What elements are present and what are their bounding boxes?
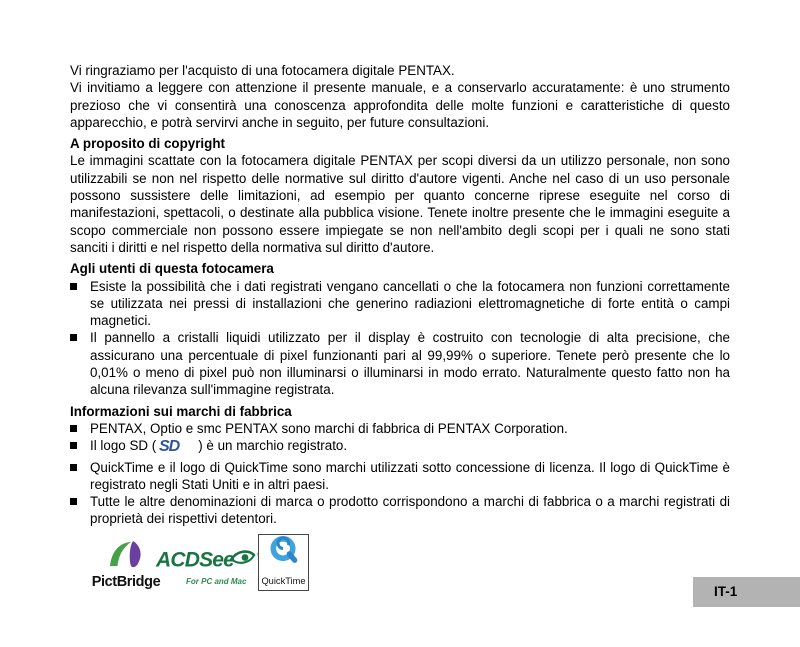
square-bullet-icon <box>70 493 90 528</box>
intro-section <box>70 62 730 131</box>
svg-text:SD: SD <box>159 438 180 455</box>
bullet-text: Esiste la possibilità che i dati registrati vengano cancellati o che la fotocamera non funzioni correttamente se utilizzata nei pressi di installazioni che generino radiazioni elettromagnetiche di forte entità o campi magnetici. <box>90 278 730 329</box>
acdsee-wordmark <box>156 548 256 572</box>
square-bullet-icon <box>70 420 90 437</box>
list-item <box>70 459 730 494</box>
bullet-text: QuickTime e il logo di QuickTime sono marchi utilizzati sotto concessione di licenza. Il logo di QuickTime è registrato negli Stati Uniti e in altri paesi. <box>90 459 730 492</box>
acdsee-label: ACDSee <box>156 548 235 572</box>
pictbridge-mark-icon <box>103 557 149 572</box>
acdsee-eye-icon <box>230 556 256 571</box>
trademarks-heading: Informazioni sui marchi di fabbrica <box>70 403 292 419</box>
sd-card-logo-icon <box>158 437 196 458</box>
square-bullet-icon <box>70 437 90 458</box>
list-item <box>70 329 730 398</box>
copyright-paragraph: Le immagini scattate con la fotocamera digitale PENTAX per scopi diversi da un utilizzo personale, non sono utilizzabili se non nel rispetto delle normative sul diritto d'autore vigenti. Anche nel caso di un uso personale possono sussistere delle limitazioni, ad esempio per quanto concerne riprese eseguite nel corso di manifestazioni, spettacoli, o destinate alla pubblica visione. Tenete inoltre presente che le immagini eseguite a scopo commerciale non possono essere impiegate se non nell'ambito degli scopi per i quali ne sono stati sanciti i diritti e nel rispetto della normativa sul diritto d'autore. <box>70 153 730 255</box>
bullet-text <box>90 437 730 458</box>
sd-bullet-text-before: Il logo SD ( <box>90 438 157 454</box>
square-bullet-icon <box>70 329 90 398</box>
square-bullet-icon <box>70 278 90 330</box>
list-item <box>70 278 730 330</box>
list-item <box>70 420 730 437</box>
acdsee-logo <box>156 548 256 591</box>
quicktime-logo <box>258 534 309 591</box>
list-item <box>70 493 730 528</box>
square-bullet-icon <box>70 459 90 494</box>
camera-users-heading: Agli utenti di questa fotocamera <box>70 261 274 277</box>
page-number: IT-1 <box>714 584 738 599</box>
page-content <box>70 62 730 596</box>
pictbridge-label: PictBridge <box>91 574 161 591</box>
page-number-badge <box>693 577 800 607</box>
quicktime-label: QuickTime <box>261 575 306 586</box>
acdsee-tagline: For PC and Mac <box>186 577 247 587</box>
copyright-heading: A proposito di copyright <box>70 136 225 152</box>
list-item <box>70 437 730 458</box>
brand-logos-row <box>70 534 730 596</box>
sd-bullet-text-after: ) è un marchio registrato. <box>198 438 348 454</box>
quicktime-q-icon <box>267 534 300 571</box>
bullet-text: PENTAX, Optio e smc PENTAX sono marchi di fabbrica di PENTAX Corporation. <box>90 420 568 436</box>
intro-paragraph: Vi invitiamo a leggere con attenzione il presente manuale, e a conservarlo accuratamente: è uno strumento prezioso che vi consentirà una conoscenza approfondita delle molte funzioni e caratteristiche di questo apparecchio, e potrà servirvi anche in seguito, per future consultazioni. <box>70 80 730 130</box>
intro-line: Vi ringraziamo per l'acquisto di una fotocamera digitale PENTAX. <box>70 63 455 78</box>
bullet-text: Il pannello a cristalli liquidi utilizzato per il display è costruito con tecnologie di alta precisione, che assicurano una percentuale di pixel funzionanti pari al 99,99% o superiore. Tenete però presente che lo 0,01% o meno di pixel può non illuminarsi o illuminarsi in modo errato. Naturalmente questo fatto non ha alcuna rilevanza sull'immagine registrata. <box>90 330 730 398</box>
bullet-text: Tutte le altre denominazioni di marca o prodotto corrispondono a marchi di fabbrica o a marchi registrati di proprietà dei rispettivi detentori. <box>90 494 730 527</box>
